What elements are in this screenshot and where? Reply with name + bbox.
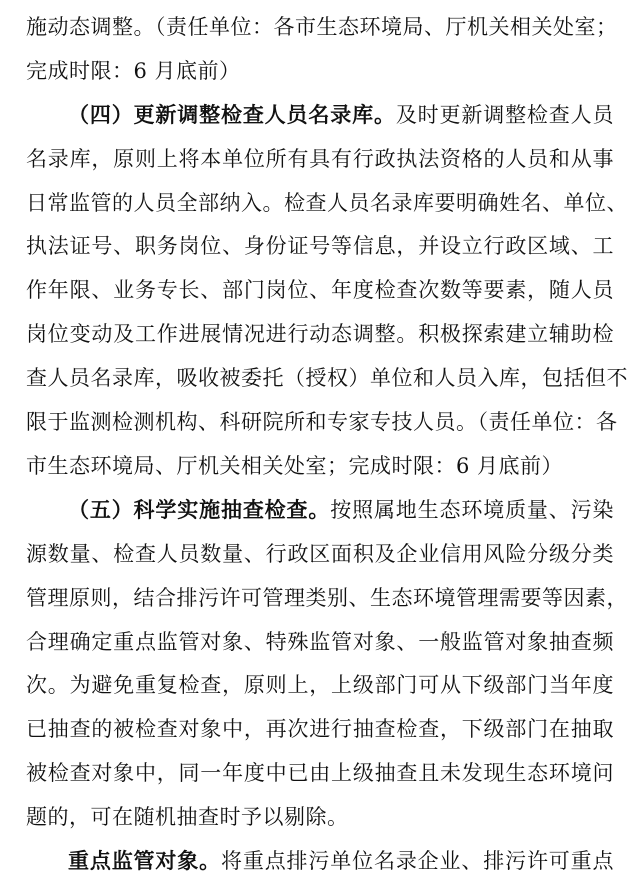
section-heading-4: （四）更新调整检查人员名录库。 [68, 102, 396, 127]
text-line: 日常监管的人员全部纳入。检查人员名录库要明确姓名、单位、 [26, 191, 628, 215]
text-line: 题的，可在随机抽查时予以剔除。 [26, 805, 349, 829]
text-line: 合理确定重点监管对象、特殊监管对象、一般监管对象抽查频 [26, 630, 614, 654]
subheading-key-supervision: 重点监管对象。 [68, 848, 221, 873]
text-line: 已抽查的被检查对象中，再次进行抽查检查，下级部门在抽取 [26, 717, 614, 741]
text-line: 完成时限：6 月底前） [26, 59, 241, 83]
text-line: 名录库，原则上将本单位所有具有行政执法资格的人员和从事 [26, 147, 614, 171]
text-line: 源数量、检查人员数量、行政区面积及企业信用风险分级分类 [26, 542, 614, 566]
text-line: 管理原则，结合排污许可管理类别、生态环境管理需要等因素， [26, 586, 628, 610]
paragraph-first-line [68, 495, 614, 525]
text-run: 将重点排污单位名录企业、排污许可重点 [220, 849, 615, 873]
text-run: 及时更新调整检查人员 [395, 103, 614, 127]
section-heading-5: （五）科学实施抽查检查。 [68, 497, 331, 522]
text-line: 岗位变动及工作进展情况进行动态调整。积极探索建立辅助检 [26, 322, 614, 346]
text-line: 限于监测检测机构、科研院所和专家专技人员。（责任单位：各 [26, 410, 618, 434]
text-line: 施动态调整。（责任单位：各市生态环境局、厅机关相关处室； [26, 15, 618, 39]
text-line: 执法证号、职务岗位、身份证号等信息，并设立行政区域、工 [26, 234, 614, 258]
paragraph-first-line [68, 846, 614, 876]
text-run: 按照属地生态环境质量、污染 [330, 498, 614, 522]
text-line: 次。为避免重复检查，原则上，上级部门可从下级部门当年度 [26, 673, 614, 697]
text-line: 市生态环境局、厅机关相关处室；完成时限：6 月底前） [26, 454, 564, 478]
text-line: 作年限、业务专长、部门岗位、年度检查次数等要素，随人员 [26, 278, 614, 302]
text-line: 查人员名录库，吸收被委托（授权）单位和人员入库，包括但不 [26, 366, 628, 390]
text-line: 被检查对象中，同一年度中已由上级抽查且未发现生态环境问 [26, 761, 614, 785]
paragraph-first-line [68, 100, 614, 130]
